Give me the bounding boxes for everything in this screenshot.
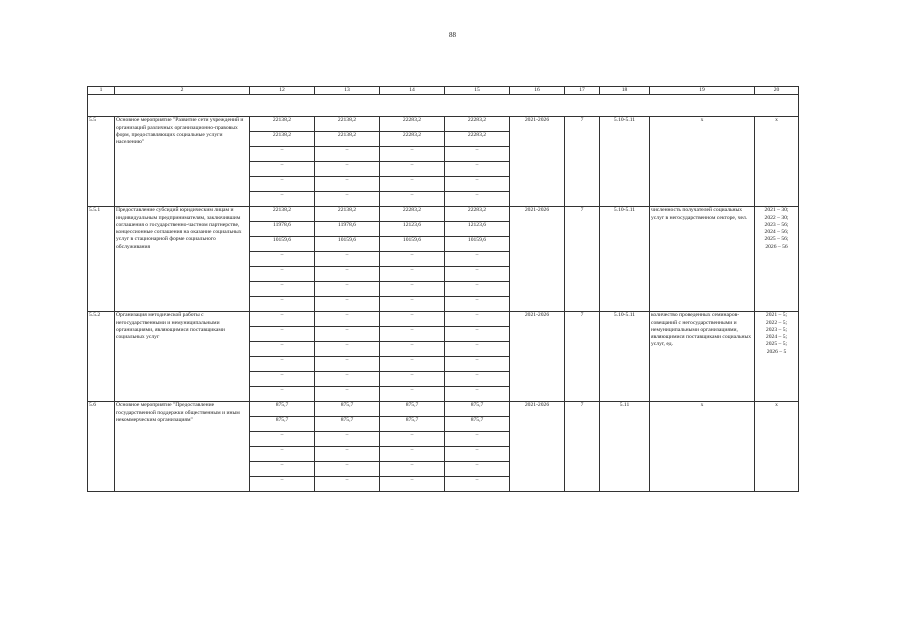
- period-cell: 2021-2026: [510, 117, 565, 207]
- header-cell: 16: [510, 87, 565, 95]
- value-cell: –: [250, 432, 315, 447]
- value-cell: –: [380, 447, 445, 462]
- value-cell: 875,7: [315, 417, 380, 432]
- value-cell: –: [315, 147, 380, 162]
- value-cell: 11978,6: [315, 222, 380, 237]
- section-title: Предоставление субсидий юридическим лицам и индивидуальным предпринимателям, заключившим соглашения о государственно-частном партнерстве, концессионные соглашения на оказание социальных услуг в стационарной форме социального обслуживания: [115, 207, 250, 312]
- value-cell: –: [250, 477, 315, 492]
- indicator-cell: численность получателей социальных услуг в негосударственном секторе, чел.: [650, 207, 755, 312]
- value-cell: 875,7: [250, 417, 315, 432]
- period-cell: 2021-2026: [510, 207, 565, 312]
- value-cell: –: [380, 432, 445, 447]
- header-cell: 13: [315, 87, 380, 95]
- col17-cell: 7: [565, 402, 600, 492]
- value-cell: 22138,2: [315, 117, 380, 132]
- value-cell: 22138,2: [250, 207, 315, 222]
- value-cell: –: [380, 147, 445, 162]
- value-cell: –: [445, 372, 510, 387]
- value-cell: –: [250, 297, 315, 312]
- section-title: Организация методической работы с негосударственными и немуниципальными организациями, являющимися поставщиками социальных услуг: [115, 312, 250, 402]
- value-cell: –: [380, 312, 445, 327]
- value-cell: –: [315, 342, 380, 357]
- value-cell: –: [315, 192, 380, 207]
- value-cell: –: [315, 177, 380, 192]
- value-cell: 22283,2: [380, 132, 445, 147]
- header-cell: 2: [115, 87, 250, 95]
- section-title: Основное мероприятие "Развитие сети учреждений и организаций различных организационно-правовых форм, предоставляющих социальные услуги населению": [115, 117, 250, 207]
- value-cell: –: [315, 162, 380, 177]
- value-cell: –: [380, 177, 445, 192]
- value-cell: 10159,6: [445, 237, 510, 252]
- value-cell: –: [380, 387, 445, 402]
- target-values-cell: х: [755, 117, 799, 207]
- value-cell: –: [445, 447, 510, 462]
- value-cell: –: [315, 462, 380, 477]
- value-cell: –: [445, 267, 510, 282]
- header-cell: 14: [380, 87, 445, 95]
- value-cell: –: [380, 372, 445, 387]
- header-cell: 15: [445, 87, 510, 95]
- value-cell: –: [445, 192, 510, 207]
- value-cell: –: [445, 477, 510, 492]
- value-cell: –: [445, 297, 510, 312]
- target-values-cell: 2021 – 30; 2022 – 30; 2023 – 56; 2024 – 56; 2025 – 56; 2026 – 56: [755, 207, 799, 312]
- value-cell: –: [380, 327, 445, 342]
- col17-cell: 7: [565, 312, 600, 402]
- value-cell: –: [250, 342, 315, 357]
- value-cell: –: [380, 477, 445, 492]
- target-values-cell: 2021 – 5; 2022 – 5; 2023 – 5; 2024 – 5; 2025 – 5; 2026 – 5: [755, 312, 799, 402]
- section-number: 5.6: [88, 402, 115, 492]
- indicator-cell: количество проведенных семинаров-совещаний с негосударственными и немуниципальными организациями, являющимися поставщиками социальных услуг, ед.: [650, 312, 755, 402]
- header-cell: 19: [650, 87, 755, 95]
- value-cell: –: [315, 357, 380, 372]
- value-cell: 875,7: [250, 402, 315, 417]
- value-cell: 22138,2: [250, 117, 315, 132]
- indicator-cell: х: [650, 402, 755, 492]
- value-cell: –: [250, 372, 315, 387]
- value-cell: –: [445, 357, 510, 372]
- value-cell: 875,7: [315, 402, 380, 417]
- value-cell: –: [380, 162, 445, 177]
- value-cell: –: [315, 282, 380, 297]
- value-cell: –: [315, 327, 380, 342]
- section-number: 5.5.1: [88, 207, 115, 312]
- value-cell: 22138,2: [315, 207, 380, 222]
- col18-cell: 5.11: [600, 402, 650, 492]
- value-cell: –: [315, 432, 380, 447]
- value-cell: –: [250, 387, 315, 402]
- blank-cell: [88, 95, 799, 117]
- header-cell: 20: [755, 87, 799, 95]
- value-cell: –: [250, 282, 315, 297]
- value-cell: –: [315, 312, 380, 327]
- col18-cell: 5.10-5.11: [600, 117, 650, 207]
- col18-cell: 5.10-5.11: [600, 207, 650, 312]
- period-cell: 2021-2026: [510, 402, 565, 492]
- value-cell: –: [380, 357, 445, 372]
- value-cell: 875,7: [380, 402, 445, 417]
- section-title: Основное мероприятие "Предоставление государственной поддержки общественным и иным некоммерческим организациям": [115, 402, 250, 492]
- col17-cell: 7: [565, 207, 600, 312]
- value-cell: –: [445, 252, 510, 267]
- value-cell: –: [250, 252, 315, 267]
- value-cell: –: [380, 297, 445, 312]
- value-cell: –: [445, 327, 510, 342]
- value-cell: 12123,6: [380, 222, 445, 237]
- header-cell: 1: [88, 87, 115, 95]
- header-cell: 17: [565, 87, 600, 95]
- header-cell: 18: [600, 87, 650, 95]
- value-cell: –: [250, 357, 315, 372]
- value-cell: –: [380, 462, 445, 477]
- value-cell: –: [380, 192, 445, 207]
- blank-row: [88, 95, 799, 117]
- value-cell: –: [445, 282, 510, 297]
- value-cell: –: [445, 147, 510, 162]
- value-cell: –: [445, 432, 510, 447]
- section-number: 5.5.2: [88, 312, 115, 402]
- value-cell: 875,7: [445, 402, 510, 417]
- section-row: [88, 402, 799, 417]
- value-cell: 10159,6: [315, 237, 380, 252]
- value-cell: 10159,6: [250, 237, 315, 252]
- value-cell: –: [250, 312, 315, 327]
- value-cell: –: [250, 462, 315, 477]
- value-cell: –: [250, 447, 315, 462]
- value-cell: –: [315, 267, 380, 282]
- value-cell: –: [315, 372, 380, 387]
- value-cell: –: [445, 162, 510, 177]
- value-cell: –: [250, 177, 315, 192]
- value-cell: 22283,2: [445, 132, 510, 147]
- value-cell: 22283,2: [380, 207, 445, 222]
- value-cell: –: [250, 192, 315, 207]
- period-cell: 2021-2026: [510, 312, 565, 402]
- header-cell: 12: [250, 87, 315, 95]
- value-cell: 875,7: [445, 417, 510, 432]
- value-cell: –: [250, 147, 315, 162]
- value-cell: –: [250, 327, 315, 342]
- value-cell: –: [250, 162, 315, 177]
- program-table: [87, 86, 799, 492]
- header-row: [88, 87, 799, 95]
- value-cell: 11978,6: [250, 222, 315, 237]
- value-cell: 22138,2: [315, 132, 380, 147]
- section-number: 5.5: [88, 117, 115, 207]
- value-cell: –: [315, 447, 380, 462]
- value-cell: –: [445, 342, 510, 357]
- value-cell: –: [315, 252, 380, 267]
- value-cell: –: [380, 252, 445, 267]
- value-cell: 22138,2: [250, 132, 315, 147]
- col17-cell: 7: [565, 117, 600, 207]
- col18-cell: 5.10-5.11: [600, 312, 650, 402]
- value-cell: –: [315, 387, 380, 402]
- value-cell: –: [445, 462, 510, 477]
- value-cell: –: [445, 177, 510, 192]
- value-cell: –: [315, 477, 380, 492]
- value-cell: –: [445, 312, 510, 327]
- target-values-cell: х: [755, 402, 799, 492]
- page-number: 88: [449, 31, 456, 39]
- value-cell: 22283,2: [445, 117, 510, 132]
- table-body: [88, 87, 799, 492]
- value-cell: –: [380, 342, 445, 357]
- value-cell: 22283,2: [380, 117, 445, 132]
- value-cell: –: [380, 267, 445, 282]
- value-cell: 10159,6: [380, 237, 445, 252]
- value-cell: 22283,2: [445, 207, 510, 222]
- value-cell: –: [380, 282, 445, 297]
- indicator-cell: х: [650, 117, 755, 207]
- value-cell: –: [315, 297, 380, 312]
- value-cell: –: [445, 387, 510, 402]
- section-row: [88, 117, 799, 132]
- value-cell: –: [250, 267, 315, 282]
- section-row: [88, 207, 799, 222]
- value-cell: 12123,6: [445, 222, 510, 237]
- value-cell: 875,7: [380, 417, 445, 432]
- section-row: [88, 312, 799, 327]
